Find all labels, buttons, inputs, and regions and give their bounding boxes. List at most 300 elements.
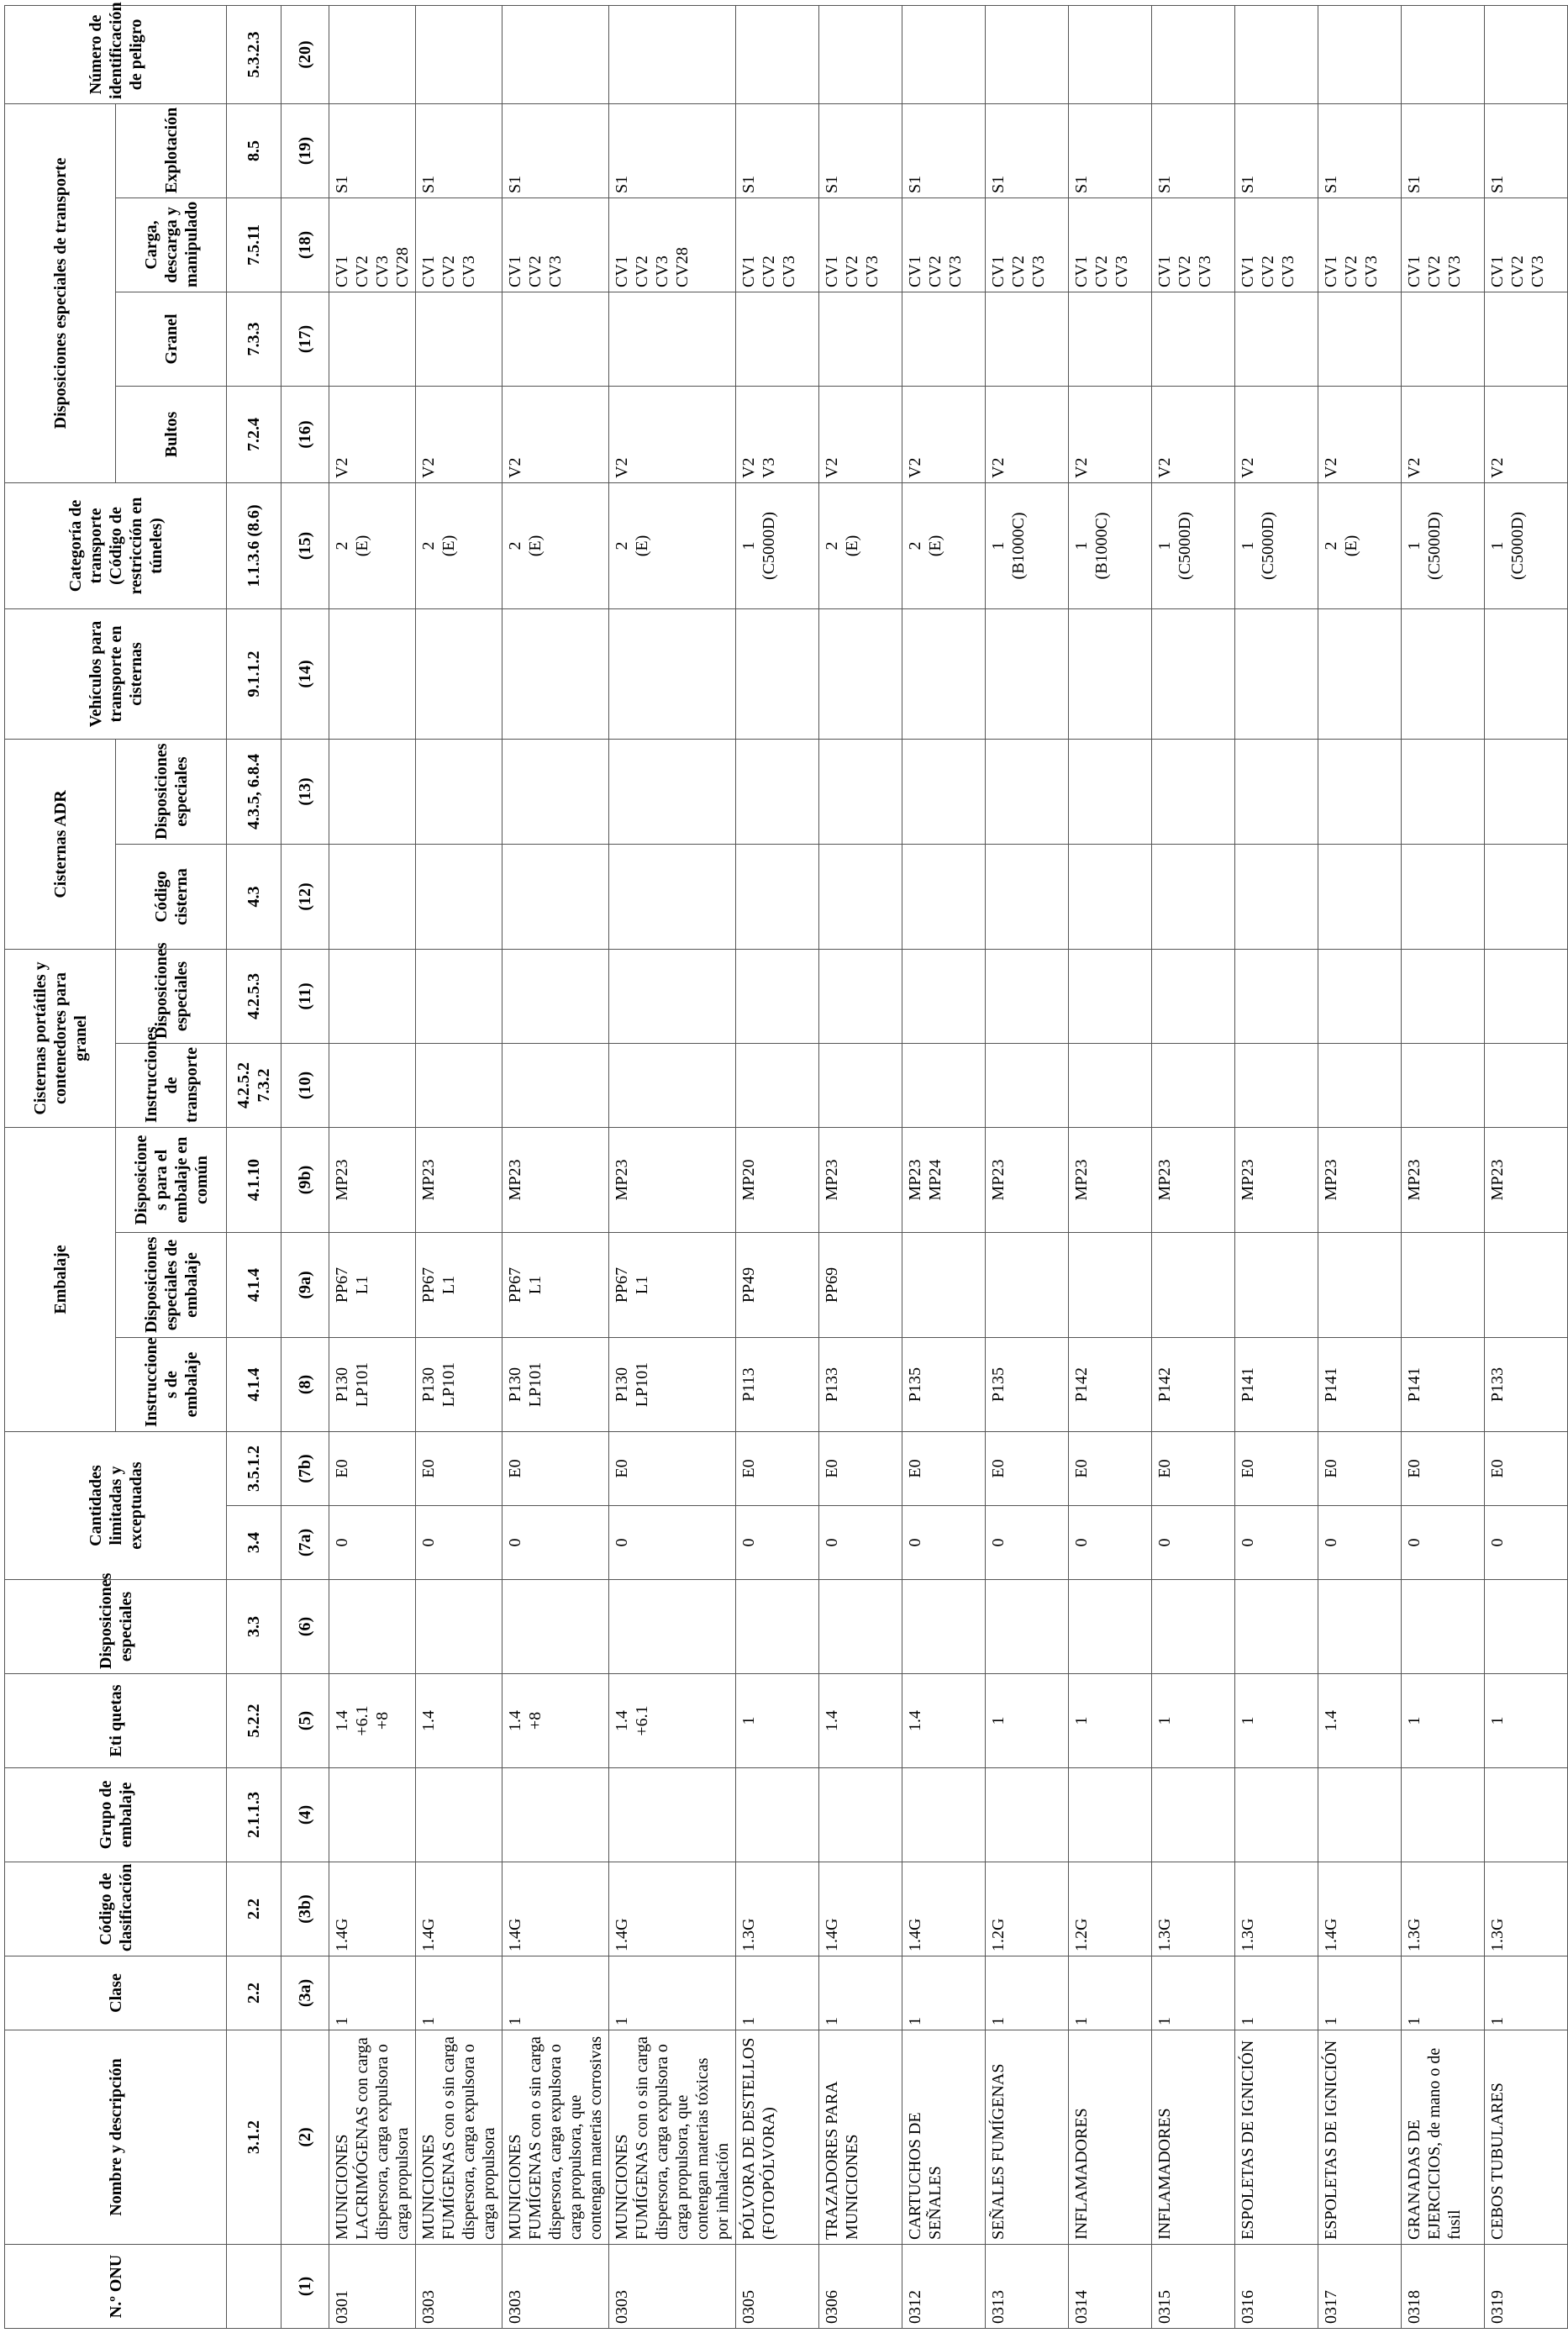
transport-category-cell-line: 2 — [823, 541, 841, 550]
transport-category-cell — [609, 482, 736, 608]
name-cell: CARTUCHOS DE SEÑALES — [902, 2030, 986, 2245]
class-cell: 1 — [1485, 1956, 1568, 2030]
tank-special-cell — [1069, 949, 1152, 1043]
packages-cell — [329, 386, 416, 482]
name-cell: GRANADAS DE EJERCICIOS, de mano o de fusil — [1402, 2030, 1485, 2245]
adr-tank-special-cell — [502, 739, 609, 844]
limited-qty-cell: 0 — [1069, 1506, 1152, 1580]
limited-qty-cell: 0 — [736, 1506, 819, 1580]
special-provisions-cell — [902, 1580, 986, 1674]
transport-category-cell-line: 1 — [1405, 541, 1423, 550]
bulk-cell — [1069, 292, 1152, 386]
labels-cell — [1402, 1674, 1485, 1768]
tank-special-cell — [1318, 949, 1402, 1043]
labels-cell — [416, 1674, 502, 1768]
labels-cell — [986, 1674, 1069, 1768]
loading-cell-line: CV3 — [1445, 255, 1464, 287]
transport-category-cell-line: 2 — [1322, 541, 1340, 550]
loading-cell — [902, 197, 986, 292]
packing-special-cell-line: L1 — [439, 1275, 458, 1295]
labels-cell — [902, 1674, 986, 1768]
adr-tank-special-cell — [1152, 739, 1235, 844]
excepted-qty-cell: E0 — [502, 1432, 609, 1506]
header-tank-code: Código cisterna — [116, 844, 227, 949]
labels-cell — [502, 1674, 609, 1768]
packing-special-cell — [1318, 1233, 1402, 1338]
packing-special-cell-line: PP67 — [333, 1267, 351, 1303]
mixed-packing-cell-line: MP23 — [419, 1159, 438, 1201]
hazard-id-cell — [1235, 5, 1318, 103]
class-cell: 1 — [736, 1956, 819, 2030]
name-cell: TRAZADORES PARA MUNICIONES — [819, 2030, 902, 2245]
table-body — [329, 5, 1568, 2328]
header-tank-vehicles: Vehículos para transporte en cisternas — [5, 608, 227, 739]
mixed-packing-cell — [902, 1127, 986, 1232]
un-number-cell: 0317 — [1318, 2245, 1402, 2329]
packing-group-cell — [1069, 1768, 1152, 1862]
excepted-qty-cell: E0 — [819, 1432, 902, 1506]
tank-special-cell — [902, 949, 986, 1043]
tank-vehicle-cell — [1318, 608, 1402, 739]
loading-cell-line: CV3 — [653, 255, 671, 287]
reference-cell: 3.1.2 — [227, 2030, 282, 2245]
tank-instruction-cell — [1235, 1043, 1318, 1127]
hazard-id-cell — [902, 5, 986, 103]
packing-special-cell — [1235, 1233, 1318, 1338]
bulk-cell — [986, 292, 1069, 386]
classification-cell: 1.3G — [1235, 1862, 1318, 1956]
limited-qty-cell: 0 — [416, 1506, 502, 1580]
tank-special-cell — [609, 949, 736, 1043]
tank-special-cell — [329, 949, 416, 1043]
packing-instruction-cell-line: P130 — [613, 1367, 631, 1403]
tank-code-cell — [1235, 844, 1318, 949]
classification-cell: 1.4G — [902, 1862, 986, 1956]
packing-instruction-cell-line: P141 — [1405, 1367, 1423, 1403]
transport-category-cell — [1485, 482, 1568, 608]
operation-cell: S1 — [329, 103, 416, 197]
excepted-qty-cell: E0 — [416, 1432, 502, 1506]
packing-special-cell-line: L1 — [633, 1275, 651, 1295]
column-number-cell: (16) — [282, 386, 329, 482]
packing-special-cell — [502, 1233, 609, 1338]
header-un-no: N.º ONU — [5, 2245, 227, 2329]
transport-category-cell-line: (E) — [353, 535, 371, 557]
loading-cell-line: CV3 — [1029, 255, 1048, 287]
class-cell: 1 — [502, 1956, 609, 2030]
packages-cell-line: V2 — [419, 457, 438, 478]
adr-tank-special-cell — [736, 739, 819, 844]
bulk-cell — [1318, 292, 1402, 386]
loading-cell-line: CV1 — [419, 255, 438, 287]
reference-cell — [227, 2245, 282, 2329]
loading-cell-line: CV1 — [1405, 255, 1423, 287]
mixed-packing-cell-line: MP23 — [333, 1159, 351, 1201]
mixed-packing-cell — [1402, 1127, 1485, 1232]
header-limited-qty: Cantidades limitadas y exceptuadas — [5, 1432, 227, 1580]
tank-instruction-cell — [1318, 1043, 1402, 1127]
un-number-cell: 0312 — [902, 2245, 986, 2329]
packing-special-cell — [416, 1233, 502, 1338]
bulk-cell — [1485, 292, 1568, 386]
classification-cell: 1.4G — [609, 1862, 736, 1956]
labels-cell-line: 1.4 — [419, 1710, 438, 1731]
packing-special-cell-line: L1 — [353, 1275, 371, 1295]
table-row — [736, 5, 819, 2328]
adr-tank-special-cell — [1069, 739, 1152, 844]
header-pkg-instructions: Instruccione s de embalaje — [116, 1338, 227, 1432]
tank-vehicle-cell — [329, 608, 416, 739]
packages-cell — [986, 386, 1069, 482]
labels-cell-line: 1 — [1072, 1716, 1091, 1725]
loading-cell-line: CV3 — [1279, 255, 1297, 287]
loading-cell-line: CV2 — [353, 255, 371, 287]
mixed-packing-cell — [1235, 1127, 1318, 1232]
reference-cell: 3.3 — [227, 1580, 282, 1674]
mixed-packing-cell — [1485, 1127, 1568, 1232]
class-cell: 1 — [819, 1956, 902, 2030]
loading-cell-line: CV1 — [333, 255, 351, 287]
special-provisions-cell — [416, 1580, 502, 1674]
packing-special-cell — [986, 1233, 1069, 1338]
reference-cell: 4.3.5, 6.8.4 — [227, 739, 282, 844]
class-cell: 1 — [1069, 1956, 1152, 2030]
tank-code-cell — [609, 844, 736, 949]
transport-category-cell-line: (E) — [526, 535, 545, 557]
special-provisions-cell — [986, 1580, 1069, 1674]
labels-cell-line: 1 — [1239, 1716, 1257, 1725]
mixed-packing-cell-line: MP23 — [613, 1159, 631, 1201]
reference-cell: 5.2.2 — [227, 1674, 282, 1768]
tank-code-cell — [502, 844, 609, 949]
mixed-packing-cell — [416, 1127, 502, 1232]
loading-cell-line: CV2 — [1009, 255, 1028, 287]
packages-cell — [902, 386, 986, 482]
hazard-id-cell — [416, 5, 502, 103]
limited-qty-cell: 0 — [609, 1506, 736, 1580]
labels-cell — [1152, 1674, 1235, 1768]
loading-cell-line: CV1 — [1488, 255, 1507, 287]
operation-cell: S1 — [1235, 103, 1318, 197]
limited-qty-cell: 0 — [819, 1506, 902, 1580]
column-number-cell: (4) — [282, 1768, 329, 1862]
operation-cell: S1 — [502, 103, 609, 197]
bulk-cell — [819, 292, 902, 386]
transport-category-cell — [329, 482, 416, 608]
labels-cell-line: +8 — [373, 1711, 392, 1730]
mixed-packing-cell — [819, 1127, 902, 1232]
mixed-packing-cell-line: MP20 — [739, 1159, 758, 1201]
class-cell: 1 — [902, 1956, 986, 2030]
tank-vehicle-cell — [986, 608, 1069, 739]
tank-instruction-cell — [819, 1043, 902, 1127]
column-number-cell: (6) — [282, 1580, 329, 1674]
column-number-cell: (7a) — [282, 1506, 329, 1580]
column-number-cell: (9a) — [282, 1233, 329, 1338]
loading-cell-line: CV3 — [1113, 255, 1131, 287]
mixed-packing-cell-line: MP23 — [1155, 1159, 1174, 1201]
column-number-cell: (10) — [282, 1043, 329, 1127]
packing-group-cell — [1152, 1768, 1235, 1862]
labels-cell — [1318, 1674, 1402, 1768]
loading-cell-line: CV3 — [946, 255, 965, 287]
tank-instruction-cell — [1069, 1043, 1152, 1127]
header-tank-special: Disposiciones especiales — [116, 739, 227, 844]
packages-cell — [502, 386, 609, 482]
limited-qty-cell: 0 — [986, 1506, 1069, 1580]
packing-group-cell — [416, 1768, 502, 1862]
labels-cell-line: 1 — [989, 1716, 1008, 1725]
tank-code-cell — [819, 844, 902, 949]
operation-cell: S1 — [609, 103, 736, 197]
reference-cell: 4.2.5.3 — [227, 949, 282, 1043]
mixed-packing-cell-line: MP23 — [1405, 1159, 1423, 1201]
mixed-packing-cell — [1152, 1127, 1235, 1232]
operation-cell: S1 — [736, 103, 819, 197]
packing-instruction-cell — [329, 1338, 416, 1432]
header-bulk: Granel — [116, 292, 227, 386]
loading-cell — [819, 197, 902, 292]
loading-cell-line: CV2 — [1342, 255, 1360, 287]
bulk-cell — [329, 292, 416, 386]
labels-cell — [1485, 1674, 1568, 1768]
adr-tank-special-cell — [819, 739, 902, 844]
loading-cell-line: CV1 — [906, 255, 924, 287]
un-number-cell: 0301 — [329, 2245, 416, 2329]
class-cell: 1 — [1235, 1956, 1318, 2030]
packages-cell-line: V2 — [1155, 457, 1174, 478]
mixed-packing-cell-line: MP23 — [1072, 1159, 1091, 1201]
limited-qty-cell: 0 — [1485, 1506, 1568, 1580]
tank-code-cell — [986, 844, 1069, 949]
dangerous-goods-table — [4, 2, 1568, 2329]
reference-cell: 2.1.1.3 — [227, 1768, 282, 1862]
operation-cell: S1 — [416, 103, 502, 197]
excepted-qty-cell: E0 — [1235, 1432, 1318, 1506]
labels-cell-line: 1.4 — [823, 1710, 841, 1731]
transport-category-cell-line: 1 — [1155, 541, 1174, 550]
packing-special-cell-line: PP69 — [823, 1267, 841, 1303]
header-packages: Bultos — [116, 386, 227, 482]
column-number-cell: (11) — [282, 949, 329, 1043]
tank-vehicle-cell — [819, 608, 902, 739]
packing-instruction-cell — [609, 1338, 736, 1432]
transport-category-cell — [986, 482, 1069, 608]
special-provisions-cell — [1402, 1580, 1485, 1674]
column-number-cell: (15) — [282, 482, 329, 608]
special-provisions-cell — [329, 1580, 416, 1674]
table-row — [1318, 5, 1402, 2328]
loading-cell-line: CV1 — [739, 255, 758, 287]
loading-cell-line: CV2 — [1176, 255, 1194, 287]
transport-category-cell-line: 1 — [739, 541, 758, 550]
name-cell: MUNICIONES LACRIMÓGENAS con carga dispersora, carga expulsora o carga propulsora — [329, 2030, 416, 2245]
transport-category-cell-line: 1 — [1488, 541, 1507, 550]
operation-cell: S1 — [986, 103, 1069, 197]
loading-cell — [736, 197, 819, 292]
loading-cell — [1152, 197, 1235, 292]
loading-cell-line: CV1 — [1239, 255, 1257, 287]
mixed-packing-cell — [1318, 1127, 1402, 1232]
mixed-packing-cell-line: MP24 — [926, 1159, 944, 1201]
tank-special-cell — [1235, 949, 1318, 1043]
name-cell: MUNICIONES FUMÍGENAS con o sin carga dispersora, carga expulsora o carga propulsora, que contengan materias tóxicas por inhalación — [609, 2030, 736, 2245]
labels-cell — [1069, 1674, 1152, 1768]
table-row — [329, 5, 416, 2328]
class-cell: 1 — [1152, 1956, 1235, 2030]
loading-cell-line: CV2 — [926, 255, 944, 287]
transport-category-cell-line: (C5000D) — [760, 511, 778, 581]
loading-cell — [1485, 197, 1568, 292]
column-number-cell: (13) — [282, 739, 329, 844]
transport-category-cell-line: (E) — [439, 535, 458, 557]
operation-cell: S1 — [902, 103, 986, 197]
loading-cell-line: CV2 — [526, 255, 545, 287]
loading-cell-line: CV1 — [989, 255, 1008, 287]
excepted-qty-cell: E0 — [609, 1432, 736, 1506]
table-row — [902, 5, 986, 2328]
reference-cell: 4.3 — [227, 844, 282, 949]
tank-instruction-cell — [609, 1043, 736, 1127]
packages-cell-line: V2 — [823, 457, 841, 478]
labels-cell — [609, 1674, 736, 1768]
column-number-cell: (12) — [282, 844, 329, 949]
adr-tank-special-cell — [1235, 739, 1318, 844]
name-cell: SEÑALES FUMÍGENAS — [986, 2030, 1069, 2245]
tank-code-cell — [1402, 844, 1485, 949]
transport-category-cell-line: 1 — [1239, 541, 1257, 550]
class-cell: 1 — [609, 1956, 736, 2030]
name-cell: ESPOLETAS DE IGNICIÓN — [1235, 2030, 1318, 2245]
mixed-packing-cell — [736, 1127, 819, 1232]
special-provisions-cell — [1152, 1580, 1235, 1674]
loading-cell-line: CV2 — [1259, 255, 1277, 287]
packages-cell-line: V2 — [739, 457, 758, 478]
packing-special-cell — [902, 1233, 986, 1338]
labels-cell-line: 1 — [1405, 1716, 1423, 1725]
bulk-cell — [736, 292, 819, 386]
tank-vehicle-cell — [1152, 608, 1235, 739]
tank-vehicle-cell — [1402, 608, 1485, 739]
un-number-cell: 0303 — [416, 2245, 502, 2329]
loading-cell-line: CV3 — [1196, 255, 1214, 287]
column-number-cell: (9b) — [282, 1127, 329, 1232]
loading-cell-line: CV28 — [393, 247, 412, 287]
transport-category-cell-line: (E) — [843, 535, 861, 557]
transport-category-cell-line: 2 — [333, 541, 351, 550]
loading-cell — [609, 197, 736, 292]
labels-cell — [329, 1674, 416, 1768]
transport-category-cell — [736, 482, 819, 608]
column-number-cell: (18) — [282, 197, 329, 292]
packing-instruction-cell-line: P142 — [1072, 1367, 1091, 1403]
excepted-qty-cell: E0 — [329, 1432, 416, 1506]
packing-group-cell — [819, 1768, 902, 1862]
tank-instruction-cell — [902, 1043, 986, 1127]
transport-category-cell — [416, 482, 502, 608]
column-number-cell: (8) — [282, 1338, 329, 1432]
packing-group-cell — [1485, 1768, 1568, 1862]
packing-group-cell — [1235, 1768, 1318, 1862]
operation-cell: S1 — [819, 103, 902, 197]
column-number-cell: (5) — [282, 1674, 329, 1768]
column-number-cell: (14) — [282, 608, 329, 739]
name-cell: PÓLVORA DE DESTELLOS (FOTOPÓLVORA) — [736, 2030, 819, 2245]
loading-cell — [1318, 197, 1402, 292]
tank-special-cell — [1485, 949, 1568, 1043]
transport-category-cell-line: 2 — [906, 541, 924, 550]
packing-instruction-cell-line: P141 — [1239, 1367, 1257, 1403]
loading-cell-line: CV3 — [373, 255, 392, 287]
reference-cell: 2.2 — [227, 1956, 282, 2030]
packing-special-cell — [1152, 1233, 1235, 1338]
labels-cell-line: 1 — [1155, 1716, 1174, 1725]
transport-category-cell-line: (C5000D) — [1176, 511, 1194, 581]
transport-category-cell — [902, 482, 986, 608]
packing-instruction-cell — [902, 1338, 986, 1432]
name-cell: ESPOLETAS DE IGNICIÓN — [1318, 2030, 1402, 2245]
table-row — [986, 5, 1069, 2328]
limited-qty-cell: 0 — [902, 1506, 986, 1580]
tank-code-cell — [416, 844, 502, 949]
un-number-cell: 0306 — [819, 2245, 902, 2329]
loading-cell-line: CV2 — [1425, 255, 1444, 287]
packing-instruction-cell-line: P130 — [506, 1367, 524, 1403]
packages-cell-line: V2 — [333, 457, 351, 478]
packing-instruction-cell — [736, 1338, 819, 1432]
loading-cell-line: CV3 — [546, 255, 565, 287]
special-provisions-cell — [502, 1580, 609, 1674]
packages-cell-line: V2 — [1239, 457, 1257, 478]
reference-cell: 7.5.11 — [227, 197, 282, 292]
bulk-cell — [1235, 292, 1318, 386]
classification-cell: 1.3G — [1485, 1862, 1568, 1956]
excepted-qty-cell: E0 — [736, 1432, 819, 1506]
special-provisions-cell — [1318, 1580, 1402, 1674]
bulk-cell — [902, 292, 986, 386]
packages-cell — [1402, 386, 1485, 482]
packing-instruction-cell — [1318, 1338, 1402, 1432]
transport-category-cell-line: (C5000D) — [1508, 511, 1527, 581]
loading-cell — [502, 197, 609, 292]
loading-cell-line: CV3 — [1362, 255, 1381, 287]
packages-cell-line: V2 — [1488, 457, 1507, 478]
mixed-packing-cell-line: MP23 — [823, 1159, 841, 1201]
tank-vehicle-cell — [1235, 608, 1318, 739]
un-number-cell: 0303 — [609, 2245, 736, 2329]
name-cell: CEBOS TUBULARES — [1485, 2030, 1568, 2245]
un-number-cell: 0319 — [1485, 2245, 1568, 2329]
loading-cell-line: CV28 — [673, 247, 692, 287]
packing-group-cell — [902, 1768, 986, 1862]
limited-qty-cell: 0 — [502, 1506, 609, 1580]
classification-cell: 1.4G — [1318, 1862, 1402, 1956]
hazard-id-cell — [502, 5, 609, 103]
hazard-id-cell — [1152, 5, 1235, 103]
table-row — [502, 5, 609, 2328]
un-number-cell: 0305 — [736, 2245, 819, 2329]
classification-cell: 1.4G — [502, 1862, 609, 1956]
tank-instruction-cell — [416, 1043, 502, 1127]
packing-instruction-cell — [1235, 1338, 1318, 1432]
transport-category-cell-line: (B1000C) — [1092, 512, 1111, 580]
packing-instruction-cell — [819, 1338, 902, 1432]
mixed-packing-cell-line: MP23 — [506, 1159, 524, 1201]
un-number-cell: 0303 — [502, 2245, 609, 2329]
tank-vehicle-cell — [416, 608, 502, 739]
transport-category-cell — [502, 482, 609, 608]
packages-cell-line: V3 — [760, 457, 778, 478]
